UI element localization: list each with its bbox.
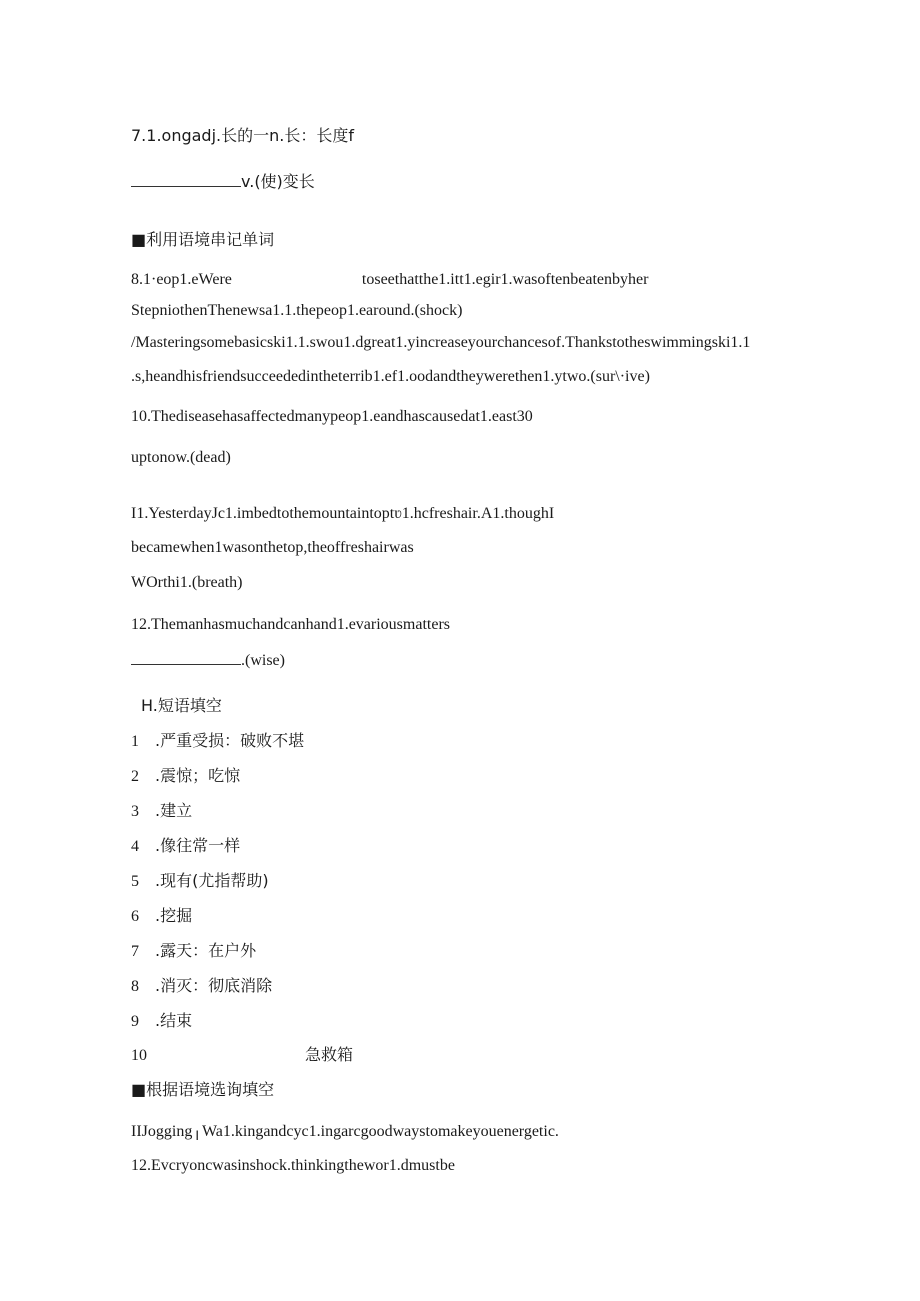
- phrase-text: .像往常一样: [155, 836, 241, 855]
- phrase-item-5: [131, 871, 269, 892]
- phrase-item-2: [131, 766, 240, 787]
- q9-line1: /Masteringsomebasicski1.1.swou1.dgreat1.yincreaseyourchancesof.Thankstotheswimmingski1.1: [131, 334, 751, 351]
- phrase-item-8: [131, 976, 272, 997]
- phrase-text: 急救箱: [305, 1045, 354, 1064]
- phrase-num: 7: [131, 943, 139, 960]
- phrase-item-9: [131, 1011, 192, 1032]
- q7-line2: [131, 172, 315, 193]
- phrase-text: .消灭：彻底消除: [155, 976, 273, 995]
- phrase-text: .现有(尤指帮助): [155, 871, 269, 890]
- phrase-text: .建立: [155, 801, 193, 820]
- phrase-text: .严重受损：破败不堪: [155, 731, 305, 750]
- q8-line1: [131, 270, 648, 290]
- phrase-num: 5: [131, 873, 139, 890]
- q10-line1: 10.Thediseasehasaffectedmanypeop1.eandhascausedat1.east30: [131, 408, 533, 425]
- q7-line2-tail: v.(使)变长: [241, 172, 315, 191]
- phrase-num: 6: [131, 908, 139, 925]
- q11-line1: I1.YesterdayJc1.imbedtothemountaintoptʋ1.hcfreshair.A1.thoughI: [131, 505, 555, 522]
- phrase-text: .露天：在户外: [155, 941, 257, 960]
- phrase-text: .挖掘: [155, 906, 193, 925]
- phrase-item-4: [131, 836, 240, 857]
- phrase-item-10: [131, 1045, 353, 1066]
- phrase-item-6: [131, 906, 192, 927]
- section-header-context: ■利用语境串记单词: [131, 230, 275, 249]
- q12-line1: 12.Themanhasmuchandcanhand1.evariousmatters: [131, 616, 450, 633]
- q11-line3: WOrthi1.(breath): [131, 574, 243, 591]
- phrase-text: .结束: [155, 1011, 193, 1030]
- phrase-item-3: [131, 801, 192, 822]
- q10-line2: uptonow.(dead): [131, 449, 231, 466]
- q8-end: toseethatthe1.itt1.egir1.wasoftenbeatenbyher: [361, 271, 649, 288]
- phrase-num: 1: [131, 733, 139, 750]
- q7-line1: 7.1.ongadj.长的一n.长：长度f: [131, 126, 354, 145]
- phrase-num: 8: [131, 978, 139, 995]
- phrase-num: 3: [131, 803, 139, 820]
- section-header-choose: ■根据语境选询填空: [131, 1080, 275, 1099]
- q9-line2: .s,heandhisfriendsucceededintheterrib1.ef1.oodandtheywerethen1.ytwo.(sur\·ive): [131, 368, 650, 385]
- phrase-num: 10: [131, 1047, 147, 1064]
- q12-line2: [131, 650, 285, 671]
- phrase-text: .震惊；吃惊: [155, 766, 241, 785]
- phrase-num: 4: [131, 838, 139, 855]
- phrase-item-7: [131, 941, 256, 962]
- answer-blank[interactable]: [131, 172, 241, 187]
- section-header-phrases: H.短语填空: [141, 696, 222, 715]
- choose-line2: 12.Evcryoncwasinshock.thinkingthewor1.dmustbe: [131, 1157, 455, 1174]
- q11-line2: becamewhen1wasonthetop,theoffreshairwas: [131, 539, 414, 556]
- phrase-num: 2: [131, 768, 139, 785]
- phrase-num: 9: [131, 1013, 139, 1030]
- choose-line1: IIJogging╷Wa1.kingandcyc1.ingarcgoodwaystomakeyouenergetic.: [131, 1123, 559, 1140]
- phrase-item-1: [131, 731, 304, 752]
- answer-blank[interactable]: [131, 650, 241, 665]
- q12-line2-tail: .(wise): [241, 652, 285, 669]
- q8-start: 8.1·eop1.eWere: [131, 271, 232, 288]
- q8-line2: StepniothenThenewsa1.1.thepeop1.earound.(shock): [131, 302, 463, 319]
